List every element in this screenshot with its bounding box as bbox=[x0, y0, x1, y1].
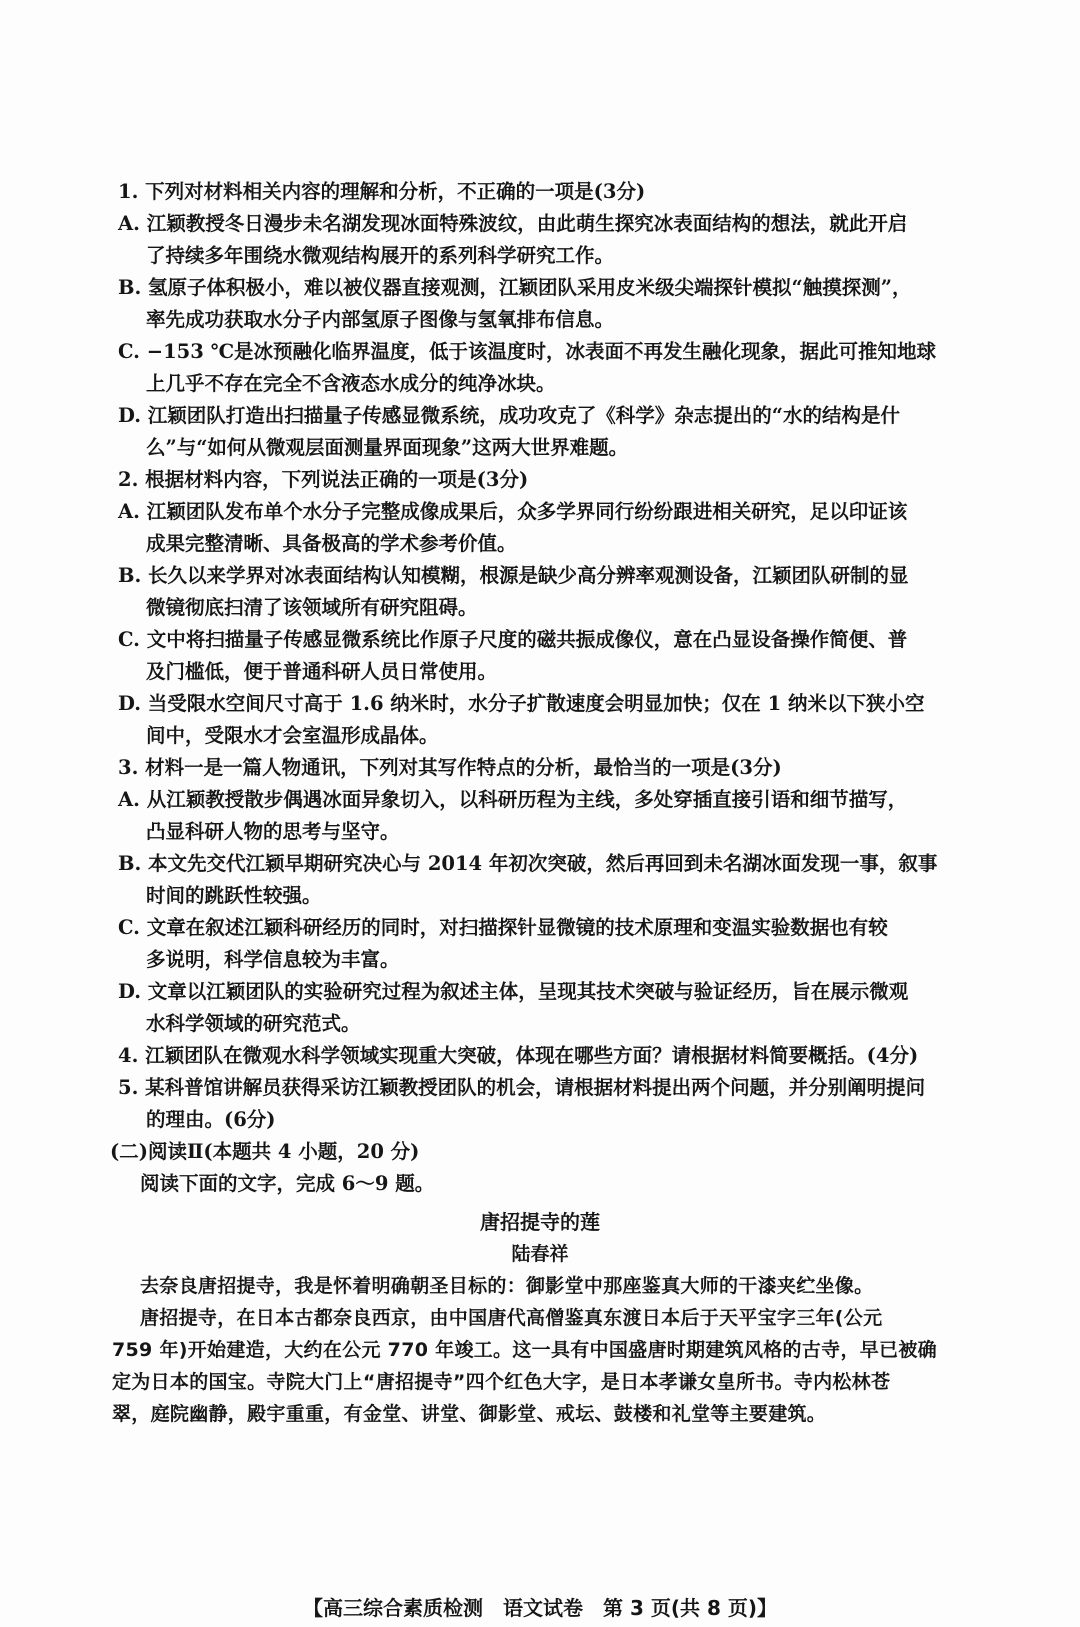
question-2-option-b-cont: 微镜彻底扫清了该领域所有研究阻碍。 bbox=[146, 596, 478, 619]
question-1-option-d-cont: 么”与“如何从微观层面测量界面现象”这两大世界难题。 bbox=[146, 436, 629, 459]
question-2-option-b: B. 长久以来学界对冰表面结构认知模糊，根源是缺少高分辨率观测设备，江颖团队研制的显 bbox=[118, 564, 909, 587]
question-3-option-b: B. 本文先交代江颖早期研究决心与 2014 年初次突破，然后再回到未名湖冰面发现一事，叙事 bbox=[118, 852, 938, 875]
question-3-option-b-cont: 时间的跳跃性较强。 bbox=[146, 884, 322, 907]
passage-title: 唐招提寺的莲 bbox=[480, 1210, 600, 1234]
question-2-option-c: C. 文中将扫描量子传感显微系统比作原子尺度的磁共振成像仪，意在凸显设备操作简便、普 bbox=[118, 628, 908, 651]
section-heading: (二)阅读Ⅱ(本题共 4 小题，20 分) bbox=[110, 1140, 420, 1163]
question-2-option-d-cont: 间中，受限水才会室温形成晶体。 bbox=[146, 724, 439, 747]
passage-paragraph-2-cont: 定为日本的国宝。寺院大门上“唐招提寺”四个红色大字，是日本孝谦女皇所书。寺内松林苍 bbox=[112, 1371, 891, 1393]
exam-content bbox=[0, 176, 1080, 1430]
question-5-stem-cont: 的理由。(6分) bbox=[146, 1108, 276, 1131]
question-1-option-c-cont: 上几乎不存在完全不含液态水成分的纯净冰块。 bbox=[146, 372, 556, 395]
question-2-option-d: D. 当受限水空间尺寸高于 1.6 纳米时，水分子扩散速度会明显加快；仅在 1 纳米以下狭小空 bbox=[118, 692, 925, 715]
question-3-option-c: C. 文章在叙述江颖科研经历的同时，对扫描探针显微镜的技术原理和变温实验数据也有较 bbox=[118, 916, 888, 939]
passage-paragraph-1: 去奈良唐招提寺，我是怀着明确朝圣目标的：御影堂中那座鉴真大师的干漆夹纻坐像。 bbox=[140, 1275, 874, 1297]
passage-paragraph-2-cont: 759 年)开始建造，大约在公元 770 年竣工。这一具有中国盛唐时期建筑风格的古寺，早已被确 bbox=[112, 1339, 937, 1361]
question-2-option-c-cont: 及门槛低，便于普通科研人员日常使用。 bbox=[146, 660, 498, 683]
question-2-stem: 2. 根据材料内容，下列说法正确的一项是(3分) bbox=[118, 468, 529, 491]
question-3-option-d-cont: 水科学领域的研究范式。 bbox=[146, 1012, 361, 1035]
question-3-option-d: D. 文章以江颖团队的实验研究过程为叙述主体，呈现其技术突破与验证经历，旨在展示微观 bbox=[118, 980, 909, 1003]
question-2-option-a: A. 江颖团队发布单个水分子完整成像成果后，众多学界同行纷纷跟进相关研究，足以印证该 bbox=[118, 500, 908, 523]
question-3-option-c-cont: 多说明，科学信息较为丰富。 bbox=[146, 948, 400, 971]
question-1-option-a: A. 江颖教授冬日漫步未名湖发现冰面特殊波纹，由此萌生探究冰表面结构的想法，就此开启 bbox=[118, 212, 908, 235]
question-1-option-c: C. −153 ℃是冰预融化临界温度，低于该温度时，冰表面不再发生融化现象，据此可推知地球 bbox=[118, 340, 936, 363]
section-instruction: 阅读下面的文字，完成 6～9 题。 bbox=[140, 1172, 435, 1195]
question-3-option-a-cont: 凸显科研人物的思考与坚守。 bbox=[146, 820, 400, 843]
passage-paragraph-2-cont: 翠，庭院幽静，殿宇重重，有金堂、讲堂、御影堂、戒坛、鼓楼和礼堂等主要建筑。 bbox=[112, 1403, 827, 1425]
passage-paragraph-2: 唐招提寺，在日本古都奈良西京，由中国唐代高僧鉴真东渡日本后于天平宝字三年(公元 bbox=[140, 1307, 883, 1329]
question-1-option-d: D. 江颖团队打造出扫描量子传感显微系统，成功攻克了《科学》杂志提出的“水的结构是什 bbox=[118, 404, 901, 427]
question-1-stem: 1. 下列对材料相关内容的理解和分析，不正确的一项是(3分) bbox=[118, 180, 646, 203]
passage-author: 陆春祥 bbox=[511, 1243, 569, 1265]
question-3-option-a: A. 从江颖教授散步偶遇冰面异象切入，以科研历程为主线，多处穿插直接引语和细节描写， bbox=[118, 788, 908, 811]
question-4-stem: 4. 江颖团队在微观水科学领域实现重大突破，体现在哪些方面？请根据材料简要概括。(4分) bbox=[118, 1044, 919, 1067]
question-2-option-a-cont: 成果完整清晰、具备极高的学术参考价值。 bbox=[146, 532, 517, 555]
question-1-option-b-cont: 率先成功获取水分子内部氢原子图像与氢氧排布信息。 bbox=[146, 308, 615, 331]
question-5-stem: 5. 某科普馆讲解员获得采访江颖教授团队的机会，请根据材料提出两个问题，并分别阐明提问 bbox=[118, 1076, 926, 1099]
question-1-option-a-cont: 了持续多年围绕水微观结构展开的系列科学研究工作。 bbox=[146, 244, 615, 267]
question-1-option-b: B. 氢原子体积极小，难以被仪器直接观测，江颖团队采用皮米级尖端探针模拟“触摸探测”， bbox=[118, 276, 912, 299]
question-3-stem: 3. 材料一是一篇人物通讯，下列对其写作特点的分析，最恰当的一项是(3分) bbox=[118, 756, 782, 779]
page-footer: 【高三综合素质检测 语文试卷 第 3 页(共 8 页)】 bbox=[303, 1596, 777, 1620]
